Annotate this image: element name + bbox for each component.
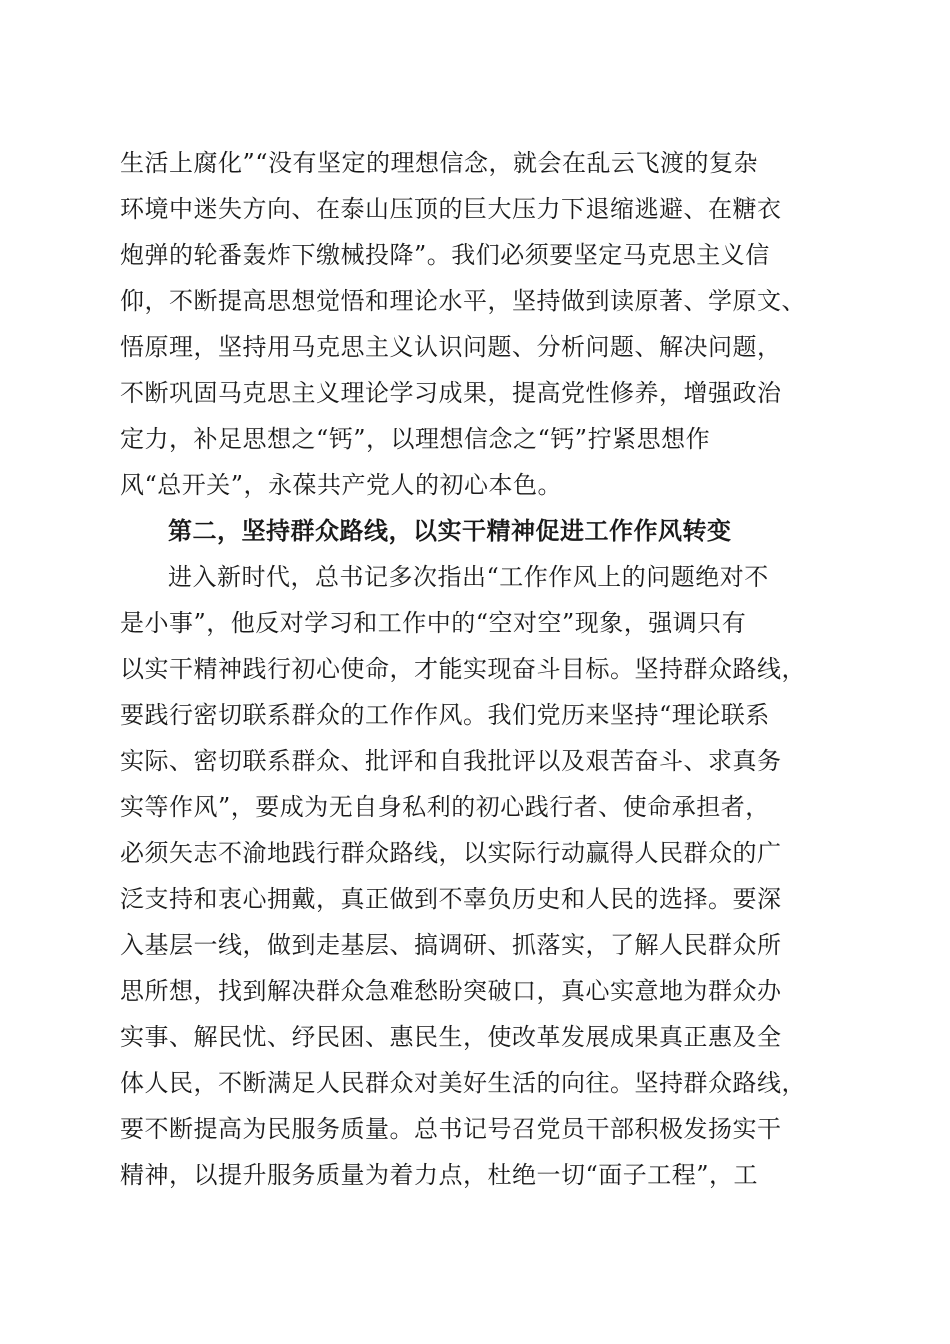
paragraph-line: 定力，补足思想之“钙”，以理想信念之“钙”拧紧思想作 <box>120 425 711 453</box>
paragraph-line: 实际、密切联系群众、批评和自我批评以及艰苦奋斗、求真务 <box>120 747 782 775</box>
paragraph-line: 必须矢志不渝地践行群众路线，以实际行动赢得人民群众的广 <box>120 839 782 867</box>
paragraph-line: 生活上腐化”“没有坚定的理想信念，就会在乱云飞渡的复杂 <box>120 149 759 177</box>
paragraph-line: 环境中迷失方向、在泰山压顶的巨大压力下退缩逃避、在糖衣 <box>120 195 782 223</box>
paragraph-line: 不断巩固马克思主义理论学习成果，提高党性修养，增强政治 <box>120 379 782 407</box>
paragraph-line: 以实干精神践行初心使命，才能实现奋斗目标。坚持群众路线， <box>120 655 806 683</box>
paragraph-line: 风“总开关”，永葆共产党人的初心本色。 <box>120 471 563 499</box>
paragraph-line: 精神，以提升服务质量为着力点，杜绝一切“面子工程”，工 <box>120 1161 759 1189</box>
paragraph-line: 入基层一线，做到走基层、搞调研、抓落实，了解人民群众所 <box>120 931 782 959</box>
paragraph-line: 炮弹的轮番轰炸下缴械投降”。我们必须要坚定马克思主义信 <box>120 241 770 269</box>
section-heading: 第二，坚持群众路线，以实干精神促进工作作风转变 <box>168 516 732 545</box>
paragraph-line: 要践行密切联系群众的工作作风。我们党历来坚持“理论联系 <box>120 701 770 729</box>
paragraph-line: 泛支持和衷心拥戴，真正做到不辜负历史和人民的选择。要深 <box>120 885 782 913</box>
paragraph-line: 是小事”，他反对学习和工作中的“空对空”现象，强调只有 <box>120 609 747 637</box>
paragraph-line: 实等作风”，要成为无自身私利的初心践行者、使命承担者， <box>120 793 770 821</box>
paragraph-line: 悟原理，坚持用马克思主义认识问题、分析问题、解决问题， <box>120 333 782 361</box>
paragraph-line: 要不断提高为民服务质量。总书记号召党员干部积极发扬实干 <box>120 1115 782 1143</box>
paragraph-line: 进入新时代，总书记多次指出“工作作风上的问题绝对不 <box>168 563 769 591</box>
paragraph-line: 体人民，不断满足人民群众对美好生活的向往。坚持群众路线， <box>120 1069 806 1097</box>
paragraph-line: 实事、解民忧、纾民困、惠民生，使改革发展成果真正惠及全 <box>120 1023 782 1051</box>
paragraph-line: 思所想，找到解决群众急难愁盼突破口，真心实意地为群众办 <box>120 977 782 1005</box>
paragraph-line: 仰，不断提高思想觉悟和理论水平，坚持做到读原著、学原文、 <box>120 287 806 315</box>
